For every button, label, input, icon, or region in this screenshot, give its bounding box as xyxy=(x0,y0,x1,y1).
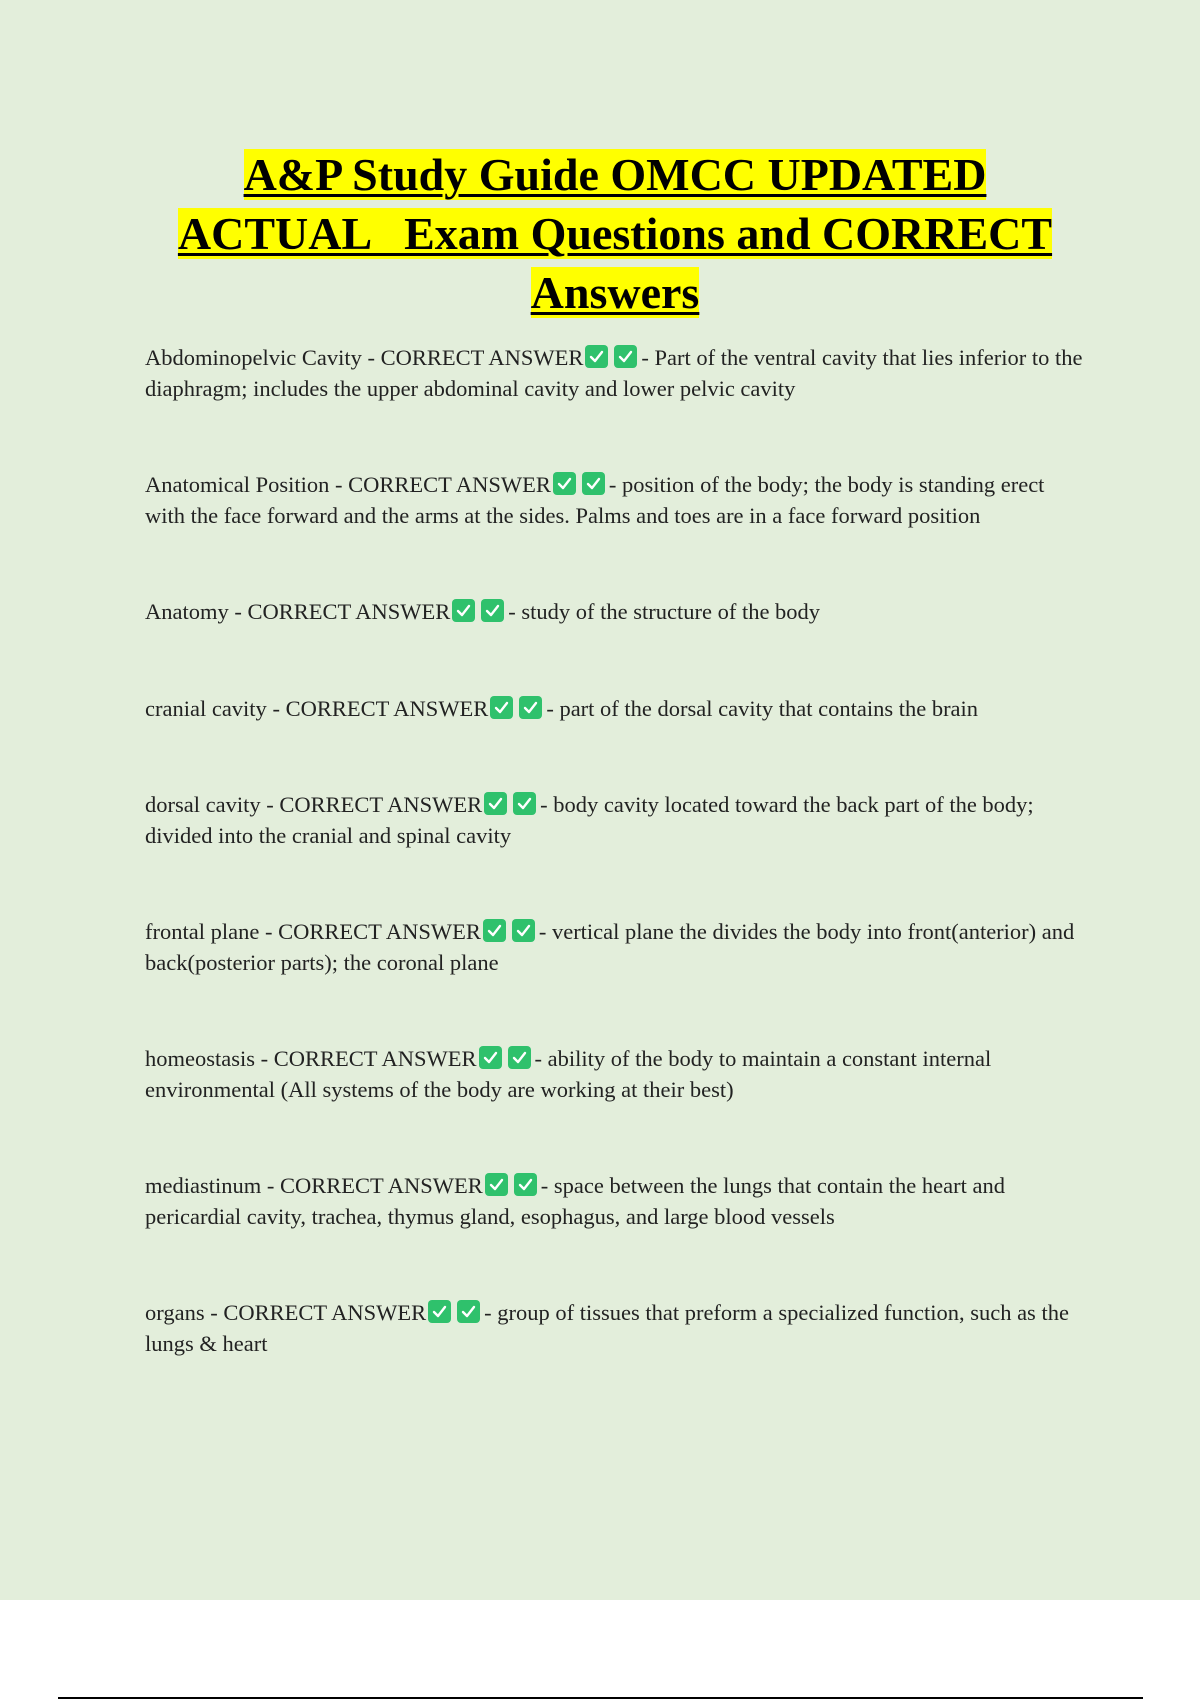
check-icon xyxy=(553,472,576,495)
list-item: homeostasis - CORRECT ANSWER - ability of the body to maintain a constant internal environmental (All systems of the body are working at their best) xyxy=(145,1046,992,1102)
entry-list xyxy=(145,343,1090,1359)
check-icon xyxy=(485,1173,508,1196)
check-icon xyxy=(484,792,507,815)
entry-answer-marker: CORRECT ANSWER xyxy=(285,695,489,721)
entry-term: cranial cavity xyxy=(145,695,267,721)
entry-term: homeostasis xyxy=(145,1046,255,1071)
entry-definition: group of tissues that preform a specialized function, such as the lungs & heart xyxy=(145,1300,1069,1356)
list-item: organs - CORRECT ANSWER - group of tissues that preform a specialized function, such as the lungs & heart xyxy=(145,1300,1069,1356)
title-line-2: ACTUAL Exam Questions and CORRECT xyxy=(177,208,1053,259)
list-item: cranial cavity - CORRECT ANSWER - part of the dorsal cavity that contains the brain xyxy=(145,695,979,721)
check-icon xyxy=(457,1300,480,1323)
check-icon xyxy=(512,919,535,942)
check-icon xyxy=(585,345,608,368)
list-item: Anatomical Position - CORRECT ANSWER - position of the body; the body is standing erect with the face forward and the arms at the sides. Palms and toes are in a face forward position xyxy=(145,472,1045,528)
entry-term: Anatomical Position xyxy=(145,472,330,497)
entry-definition: space between the lungs that contain the heart and pericardial cavity, trachea, thymus gland, esophagus, and large blood vessels xyxy=(145,1173,1005,1229)
entry-definition: body cavity located toward the back part of the body; divided into the cranial and spinal cavity xyxy=(145,792,1034,848)
entry-term: Abdominopelvic Cavity xyxy=(145,345,362,370)
entry-answer-marker: CORRECT ANSWER xyxy=(223,1300,427,1325)
entry-answer-marker: CORRECT ANSWER xyxy=(247,599,451,624)
check-icon xyxy=(514,1173,537,1196)
entry-term: dorsal cavity xyxy=(145,792,261,817)
entry-answer-marker: CORRECT ANSWER xyxy=(278,919,481,944)
check-icon xyxy=(582,472,605,495)
entry-definition: Part of the ventral cavity that lies inferior to the diaphragm; includes the upper abdominal cavity and lower pelvic cavity xyxy=(145,345,1083,401)
list-item: Abdominopelvic Cavity - CORRECT ANSWER - Part of the ventral cavity that lies inferior to the diaphragm; includes the upper abdominal cavity and lower pelvic cavity xyxy=(145,345,1083,401)
page-title xyxy=(120,145,1110,322)
check-icon xyxy=(519,696,542,719)
title-line-1: A&P Study Guide OMCC UPDATED xyxy=(243,149,987,200)
list-item: frontal plane - CORRECT ANSWER - vertical plane the divides the body into front(anterior) and back(posterior parts); the coronal plane xyxy=(145,919,1075,975)
entry-answer-marker: CORRECT ANSWER xyxy=(348,472,551,497)
check-icon xyxy=(614,345,637,368)
entry-term: organs xyxy=(145,1300,205,1325)
check-icon xyxy=(513,792,536,815)
entry-definition: ability of the body to maintain a constant internal environmental (All systems of the body are working at their best) xyxy=(145,1046,992,1102)
title-line-3: Answers xyxy=(530,267,700,318)
entry-term: frontal plane xyxy=(145,919,260,944)
entry-term: Anatomy xyxy=(145,599,229,624)
entry-term: mediastinum xyxy=(145,1173,262,1198)
entry-definition: part of the dorsal cavity that contains the brain xyxy=(559,695,979,721)
entry-definition: position of the body; the body is standing erect with the face forward and the arms at the sides. Palms and toes are in a face forward position xyxy=(145,472,1045,528)
entry-definition: vertical plane the divides the body into front(anterior) and back(posterior parts); the coronal plane xyxy=(145,919,1075,975)
entry-answer-marker: CORRECT ANSWER xyxy=(380,345,584,370)
check-icon xyxy=(452,599,475,622)
entry-definition: study of the structure of the body xyxy=(521,599,821,624)
footer-divider xyxy=(58,1697,1143,1699)
entry-answer-marker: CORRECT ANSWER xyxy=(273,1046,477,1071)
list-item: Anatomy - CORRECT ANSWER - study of the structure of the body xyxy=(145,599,821,624)
check-icon xyxy=(508,1046,531,1069)
check-icon xyxy=(481,599,504,622)
entry-answer-marker: CORRECT ANSWER xyxy=(280,1173,483,1198)
check-icon xyxy=(428,1300,451,1323)
check-icon xyxy=(490,696,513,719)
check-icon xyxy=(483,919,506,942)
entry-answer-marker: CORRECT ANSWER xyxy=(279,792,483,817)
list-item: mediastinum - CORRECT ANSWER - space between the lungs that contain the heart and pericardial cavity, trachea, thymus gland, esophagus, and large blood vessels xyxy=(145,1173,1005,1229)
list-item: dorsal cavity - CORRECT ANSWER - body cavity located toward the back part of the body; divided into the cranial and spinal cavity xyxy=(145,792,1034,848)
check-icon xyxy=(479,1046,502,1069)
document-title xyxy=(120,145,1110,322)
